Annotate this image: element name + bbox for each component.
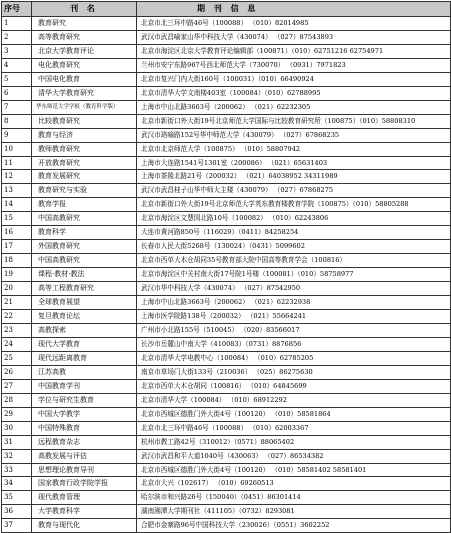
journal-info: 上海市茶陵北路21号（200032） （021）64038952 34311989 — [137, 170, 451, 184]
table-row — [2, 463, 451, 477]
row-number: 25 — [2, 351, 32, 365]
journal-name: 教育发展研究 — [32, 170, 137, 184]
journal-name: 教育与现代化 — [32, 519, 137, 533]
header-name: 刊 名 — [32, 2, 137, 17]
table-row — [2, 337, 451, 351]
table-row — [2, 86, 451, 100]
journal-info: 上海市大连路1541号1301室（200086） （021）65631403 — [137, 156, 451, 170]
journal-table — [1, 1, 451, 533]
row-number: 26 — [2, 365, 32, 379]
row-number: 11 — [2, 156, 32, 170]
journal-info: 北京市北三环中路46号（100088） （010）62003367 — [137, 421, 451, 435]
journal-name: 教育学报 — [32, 198, 137, 212]
journal-info: 南京市草场门大街133号（210036） （025）86275630 — [137, 365, 451, 379]
row-number: 30 — [2, 421, 32, 435]
journal-info: 北京市西单大木仓胡同35号教育部大院中国高等教育学会（100816） — [137, 254, 451, 268]
journal-name: 比较教育研究 — [32, 114, 137, 128]
journal-name: 中国大学教学 — [32, 407, 137, 421]
journal-info: 上海市医学院路138号（200032） （021）55664241 — [137, 310, 451, 324]
row-number: 20 — [2, 282, 32, 296]
journal-name: 教育科学 — [32, 226, 137, 240]
table-row — [2, 72, 451, 86]
table-row — [2, 296, 451, 310]
table-row — [2, 491, 451, 505]
row-number: 6 — [2, 86, 32, 100]
journal-name: 北京大学教育评论 — [32, 44, 137, 58]
table-row — [2, 421, 451, 435]
journal-name: 学位与研究生教育 — [32, 393, 137, 407]
row-number: 16 — [2, 226, 32, 240]
journal-info: 大连市黄河路850号（116029）（0411）84258254 — [137, 226, 451, 240]
table-row — [2, 379, 451, 393]
table-row — [2, 226, 451, 240]
journal-name: 高教发展与评估 — [32, 449, 137, 463]
journal-info: 北京市海淀区文慧园北路10号（100082） （010）62243806 — [137, 212, 451, 226]
table-row — [2, 519, 451, 533]
row-number: 34 — [2, 477, 32, 491]
table-row — [2, 254, 451, 268]
journal-info: 广州市小北路155号（510045） （020）83566017 — [137, 323, 451, 337]
journal-info: 北京市西城区德胜门外大街4号（100120） （010）58581402 58581401 — [137, 463, 451, 477]
table-row — [2, 268, 451, 282]
row-number: 27 — [2, 379, 32, 393]
journal-name: 复旦教育论坛 — [32, 310, 137, 324]
journal-name: 高教探索 — [32, 323, 137, 337]
journal-name: 国家教育行政学院学报 — [32, 477, 137, 491]
journal-name: 全球教育展望 — [32, 296, 137, 310]
row-number: 24 — [2, 337, 32, 351]
journal-name: 远程教育杂志 — [32, 435, 137, 449]
journal-info: 武汉市华中科技大学（430074） （027）87542950 — [137, 282, 451, 296]
row-number: 37 — [2, 519, 32, 533]
journal-info: 北京市北三环中路46号（100088） （010）82014985 — [137, 17, 451, 31]
row-number: 32 — [2, 449, 32, 463]
table-row — [2, 142, 451, 156]
journal-name: 华东师范大学学报（教育科学版） — [32, 100, 137, 114]
journal-info: 合肥市金寨路96号中国科技大学（230026）（0551）3602252 — [137, 519, 451, 533]
table-row — [2, 365, 451, 379]
table-row — [2, 351, 451, 365]
row-number: 35 — [2, 491, 32, 505]
row-number: 33 — [2, 463, 32, 477]
table-body — [2, 17, 451, 533]
journal-list — [1, 1, 450, 533]
journal-name: 清华大学教育研究 — [32, 86, 137, 100]
journal-info: 武汉市珞喻路152号华中师范大学（430079） （027）67868235 — [137, 128, 451, 142]
row-number: 15 — [2, 212, 32, 226]
row-number: 10 — [2, 142, 32, 156]
row-number: 13 — [2, 184, 32, 198]
table-row — [2, 44, 451, 58]
journal-name: 外国教育研究 — [32, 240, 137, 254]
row-number: 28 — [2, 393, 32, 407]
journal-info: 北京市清华大学电教中心（100084） （010）62785205 — [137, 351, 451, 365]
row-number: 21 — [2, 296, 32, 310]
journal-info: 武汉市武昌和平大道1040号（430063） （027）86534382 — [137, 449, 451, 463]
row-number: 9 — [2, 128, 32, 142]
row-number: 19 — [2, 268, 32, 282]
row-number: 4 — [2, 58, 32, 72]
journal-name: 现代教育管理 — [32, 491, 137, 505]
journal-name: 大学教育科学 — [32, 505, 137, 519]
table-row — [2, 100, 451, 114]
row-number: 7 — [2, 100, 32, 114]
row-number: 14 — [2, 198, 32, 212]
journal-info: 哈尔滨市和兴路26号（150040）（0451）86301414 — [137, 491, 451, 505]
journal-info: 武汉市武昌喻家山华中科技大学（430074） （027）87543893 — [137, 30, 451, 44]
journal-info: 湖南湘潭大学期刊社（411105）（0732）8293081 — [137, 505, 451, 519]
journal-name: 江苏高教 — [32, 365, 137, 379]
table-row — [2, 114, 451, 128]
table-row — [2, 505, 451, 519]
journal-info: 北京市西城区德胜门外大街4号（100120） （010）58581864 — [137, 407, 451, 421]
journal-name: 开放教育研究 — [32, 156, 137, 170]
table-row — [2, 310, 451, 324]
table-row — [2, 323, 451, 337]
header-no: 序号 — [2, 2, 32, 17]
journal-info: 长沙市岳麓山中南大学（410083）（0731）8876856 — [137, 337, 451, 351]
journal-info: 长春市人民大街5268号（130024）（0431）5099602 — [137, 240, 451, 254]
row-number: 12 — [2, 170, 32, 184]
table-row — [2, 477, 451, 491]
journal-info: 北京市海淀区中关村南大街17号院1号楼（100081）（010）58758977 — [137, 268, 451, 282]
table-row — [2, 449, 451, 463]
table-row — [2, 58, 451, 72]
table-row — [2, 30, 451, 44]
journal-name: 中国高教研究 — [32, 254, 137, 268]
row-number: 22 — [2, 310, 32, 324]
journal-name: 教师教育研究 — [32, 142, 137, 156]
table-row — [2, 170, 451, 184]
journal-info: 北京市大兴（102617） （010）69260513 — [137, 477, 451, 491]
row-number: 3 — [2, 44, 32, 58]
journal-name: 中国特殊教育 — [32, 421, 137, 435]
journal-name: 高等教育研究 — [32, 30, 137, 44]
journal-info: 北京市清华大学文南楼403室（100084）（010）62788995 — [137, 86, 451, 100]
journal-info: 武汉市武昌桂子山华中师大主楼（430079） （027）67868275 — [137, 184, 451, 198]
table-row — [2, 17, 451, 31]
journal-name: 现代远距离教育 — [32, 351, 137, 365]
header-row — [2, 2, 451, 17]
journal-name: 电化教育研究 — [32, 58, 137, 72]
row-number: 8 — [2, 114, 32, 128]
journal-info: 杭州市教工路42号（310012）（0571）88065402 — [137, 435, 451, 449]
table-row — [2, 282, 451, 296]
row-number: 5 — [2, 72, 32, 86]
journal-info: 北京市复兴门内大街160号（100031）（010）66490924 — [137, 72, 451, 86]
table-row — [2, 212, 451, 226]
journal-name: 中国电化教育 — [32, 72, 137, 86]
table-row — [2, 184, 451, 198]
table-row — [2, 393, 451, 407]
journal-name: 教育与经济 — [32, 128, 137, 142]
journal-info: 北京市新街口外大街19号北京师范大学英东教育楼教育学院（100875）（010）58805288 — [137, 198, 451, 212]
row-number: 23 — [2, 323, 32, 337]
row-number: 36 — [2, 505, 32, 519]
journal-info: 上海市中山北路3663号（200062） （021）62232938 — [137, 296, 451, 310]
row-number: 2 — [2, 30, 32, 44]
journal-name: 中国高教研究 — [32, 212, 137, 226]
row-number: 1 — [2, 17, 32, 31]
table-row — [2, 435, 451, 449]
row-number: 29 — [2, 407, 32, 421]
header-info: 期 刊 信 息 — [137, 2, 451, 17]
journal-name: 课程·教材·教法 — [32, 268, 137, 282]
journal-info: 北京市西单大木仓胡同（100816） （010）64845699 — [137, 379, 451, 393]
journal-name: 高等工程教育研究 — [32, 282, 137, 296]
journal-info: 北京市北京师范大学（100875） （010）58807942 — [137, 142, 451, 156]
journal-name: 现代大学教育 — [32, 337, 137, 351]
journal-name: 教育研究 — [32, 17, 137, 31]
journal-info: 北京市新街口外大街19号北京师范大学国际与比较教育研究所（100875）（010）58808310 — [137, 114, 451, 128]
table-row — [2, 128, 451, 142]
journal-name: 教育研究与实验 — [32, 184, 137, 198]
table-row — [2, 198, 451, 212]
journal-info: 北京市清华大学（100084） （010）68912292 — [137, 393, 451, 407]
row-number: 31 — [2, 435, 32, 449]
table-row — [2, 156, 451, 170]
row-number: 18 — [2, 254, 32, 268]
journal-info: 北京市海淀区北京大学教育评论编辑部（100871）（010）62751216 62754971 — [137, 44, 451, 58]
table-row — [2, 407, 451, 421]
journal-name: 中国教育学刊 — [32, 379, 137, 393]
journal-info: 兰州市安宁东路967号西北师范大学（730070） （0931）7971823 — [137, 58, 451, 72]
journal-name: 思想理论教育导刊 — [32, 463, 137, 477]
row-number: 17 — [2, 240, 32, 254]
table-row — [2, 240, 451, 254]
journal-info: 上海市中山北路3663号（200062） （021）62232305 — [137, 100, 451, 114]
